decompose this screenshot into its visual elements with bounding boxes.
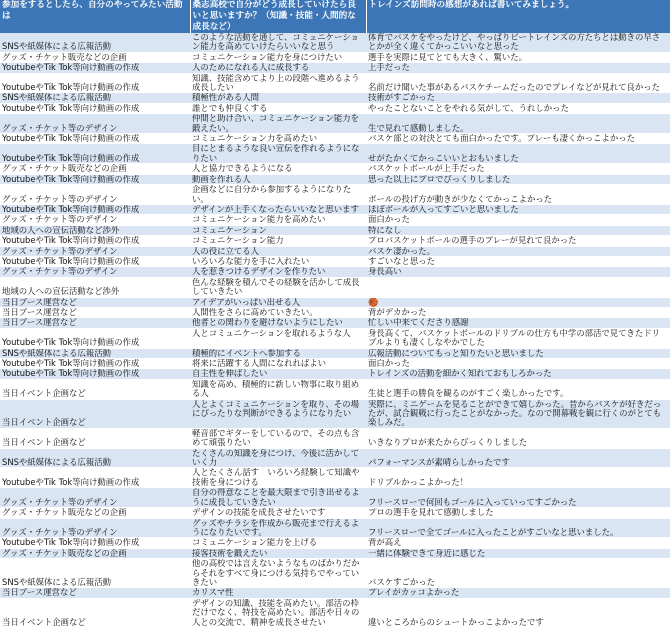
cell-growth: 接客技術を鍛えたい [190,548,366,558]
cell-activity: グッズ・チケット販売などの企画 [0,548,190,558]
cell-activity: YoutubeやTik Tok等向け動画の作成 [0,236,190,246]
cell-activity: YoutubeやTik Tok等向け動画の作成 [0,359,190,369]
cell-impression: トレインズの活動を細かく知れておもしろかった [366,369,670,379]
cell-activity: 当日イベント企画など [0,399,190,428]
cell-growth: 人のためになれる人に成長する [190,63,366,73]
cell-growth: 積極的にイベントへ参加する [190,348,366,358]
cell-growth: アイデアがいっぱい出せる人 [190,297,366,307]
table-row [0,307,670,317]
header-growth: 桑志高校で自分がどう成長していけたら良いと思いますか？（知識・技能・人間的な成長など） [190,0,366,33]
cell-growth: 人とコミュニケーションを取れるような人 [190,328,366,348]
cell-impression: 体育でバスケをやったけど、やっぱりビートレインズの方たちとは動きの早さとかが全く違くてかっこいいなと思った [366,33,670,52]
cell-activity: YoutubeやTik Tok等向け動画の作成 [0,468,190,488]
table-row [0,318,670,328]
header-impression: トレインズ訪問時の感想があれば書いてみましょう。 [366,0,670,33]
cell-activity: グッズ・チケット販売などの企画 [0,52,190,62]
table-row [0,236,670,246]
cell-growth: デザインが上手くなったらいいなと思います [190,204,366,214]
table-row [0,328,670,348]
table-row [0,204,670,214]
cell-activity: グッズ・チケット等のデザイン [0,114,190,134]
cell-impression: プレイがカッコよかった [366,588,670,598]
table-row [0,185,670,205]
cell-activity: グッズ・チケット等のデザイン [0,215,190,225]
cell-activity: 当日イベント企画など [0,428,190,448]
table-row [0,448,670,468]
cell-impression: フリースローで何回もゴールに入っていってすごかった [366,488,670,508]
cell-growth: 色んな経験を積んでその経験を活かして成長していきたい [190,277,366,297]
cell-growth: たくさんの知識を身につけ、今後に活かしていく力 [190,448,366,468]
table-row [0,93,670,103]
table-row [0,488,670,508]
cell-impression: ボールの投げ方が動きが少なくてかっこよかった [366,185,670,205]
cell-impression: 技術がすごかった [366,93,670,103]
cell-growth: デザインの知識、技能を高めたい。部活の枠だけでなく、特技を高めたい。部活や日々の人との交流で、精神を成長させたい [190,598,366,627]
table-row [0,369,670,379]
cell-activity: 地域の人への宣伝活動など渉外 [0,225,190,235]
cell-growth: 他者との関わりを避けないようにしたい [190,318,366,328]
cell-growth: 知識、技能含めてより上の段階へ進めるよう成長したい [190,73,366,93]
cell-growth: 知識を高め、積極的に新しい物事に取り組める人 [190,379,366,399]
cell-impression: やったことないことをやれる気がして、うれしかった [366,103,670,113]
cell-impression: ほぼボールが入ってすごいと思いました [366,204,670,214]
table-row [0,348,670,358]
cell-impression: 選手を実際に見てとても大きく、驚いた。 [366,52,670,62]
cell-impression: バスケットボールが上手だった [366,164,670,174]
cell-activity: YoutubeやTik Tok等向け動画の作成 [0,538,190,548]
cell-growth: 人の役に立てる人 [190,246,366,256]
table-row [0,428,670,448]
cell-growth: 人を惹きつけるデザインを作りたい [190,267,366,277]
cell-growth: コミュニケーション能力を上げる [190,538,366,548]
cell-impression: 🏀 [366,297,670,307]
cell-activity: グッズ・チケット等のデザイン [0,518,190,538]
cell-impression: フリースローで全てゴールに入ったことがすごいなと思いました。 [366,518,670,538]
cell-impression: 背が高え [366,538,670,548]
table-row [0,144,670,164]
cell-activity: SNSや紙媒体による広報活動 [0,93,190,103]
cell-activity: グッズ・チケット等のデザイン [0,246,190,256]
cell-activity: SNSや紙媒体による広報活動 [0,559,190,588]
table-row [0,297,670,307]
cell-impression: プロの選手を見れて感動しました [366,508,670,518]
cell-growth: コミュニケーション能力 [190,236,366,246]
cell-growth: いろいろな能力を手に入れたい [190,256,366,266]
cell-impression: 生徒と選手の勝負を観るのがすごく楽しかったです。 [366,379,670,399]
cell-impression: バスケ部との対決とても面白かったです。プレーも凄くかっこよかった [366,134,670,144]
cell-growth: 目にとまるような良い宣伝を作れるようになりたい [190,144,366,164]
cell-activity: グッズ・チケット販売などの企画 [0,164,190,174]
cell-activity: グッズ・チケット販売などの企画 [0,508,190,518]
cell-growth: 企画などに自分から参加するようになりたい。 [190,185,366,205]
cell-impression: 実際に、ミニゲームを見ることができて嬉しかった。昔からバスケが好きだったが、試合観戦に行ったことがなかった。なので開幕戦を観に行くのがとても楽しみだ。 [366,399,670,428]
table-row [0,588,670,598]
cell-activity: 当日イベント企画など [0,379,190,399]
cell-impression: バスケすごかった [366,559,670,588]
cell-activity: YoutubeやTik Tok等向け動画の作成 [0,328,190,348]
cell-growth: カリスマ性 [190,588,366,598]
cell-activity: YoutubeやTik Tok等向け動画の作成 [0,73,190,93]
cell-activity: YoutubeやTik Tok等向け動画の作成 [0,144,190,164]
cell-growth: 人と協力できるようになる [190,164,366,174]
cell-impression: 上手だった [366,63,670,73]
cell-impression: 生で見れて感動しました。 [366,114,670,134]
cell-growth: コミュニケーション力を高めたい [190,134,366,144]
cell-growth: 軽音部でギターをしているので、その点も含めて頑張りたい [190,428,366,448]
cell-impression: プロバスケットボールの選手のプレーが見れて良かった [366,236,670,246]
cell-growth: 将来に活躍する人間になれればよい [190,359,366,369]
cell-impression: 違いところからのシュートかっこよかったです [366,598,670,627]
cell-impression: 広報活動についてもっと知りたいと思いました [366,348,670,358]
cell-impression: 面白かった [366,359,670,369]
cell-activity: YoutubeやTik Tok等向け動画の作成 [0,369,190,379]
cell-growth: 誰とでも仲良くする [190,103,366,113]
table-row [0,225,670,235]
header-row [0,0,670,33]
cell-impression: 背がデカかった [366,307,670,317]
table-row [0,215,670,225]
table-row [0,508,670,518]
cell-activity: YoutubeやTik Tok等向け動画の作成 [0,174,190,184]
cell-growth: 仲間と助け合い、コミュニケーション能力を鍛えたい。 [190,114,366,134]
table-row [0,359,670,369]
cell-activity: YoutubeやTik Tok等向け動画の作成 [0,103,190,113]
cell-impression: 一緒に体験できて身近に感じた [366,548,670,558]
cell-growth: 積極性がある人間 [190,93,366,103]
cell-impression: いきなりプロが来たからびっくりしました [366,428,670,448]
cell-impression: パフォーマンスが素晴らしかったです [366,448,670,468]
table-row [0,164,670,174]
cell-activity: 当日ブース運営など [0,307,190,317]
cell-growth: コミュニケーション能力を高めたい [190,215,366,225]
cell-impression: バスケ凄かった。 [366,246,670,256]
table-row [0,246,670,256]
cell-activity: 地域の人への宣伝活動など渉外 [0,277,190,297]
table-row [0,468,670,488]
cell-growth: コミュニケーション能力を身につけたい [190,52,366,62]
cell-activity: YoutubeやTik Tok等向け動画の作成 [0,256,190,266]
table-row [0,559,670,588]
cell-activity: グッズ・チケット等のデザイン [0,267,190,277]
table-row [0,399,670,428]
table-row [0,174,670,184]
cell-growth: グッズやチラシを作成から販売まで行えるようになりたいです。 [190,518,366,538]
cell-impression: 身長高い [366,267,670,277]
cell-impression: 面白かった [366,215,670,225]
cell-growth: 動画を作れる人 [190,174,366,184]
cell-impression: 身長高くて、バスケットボールのドリブルの仕方も中学の部活で見てきたドリブルよりも凄くしなやかでした [366,328,670,348]
cell-growth: 自主性を伸ばしたい [190,369,366,379]
table-row [0,52,670,62]
table-row [0,538,670,548]
table-row [0,518,670,538]
cell-impression: ドリブルかっこよかった！ [366,468,670,488]
cell-growth: 自分の得意なことを最大限まで引き出せるように成長していきたい [190,488,366,508]
cell-activity: 当日ブース運営など [0,318,190,328]
table-row [0,256,670,266]
cell-activity: グッズ・チケット等のデザイン [0,185,190,205]
cell-growth: このような活動を通して、コミュニケーション能力を高めていけたらいいなと思う [190,33,366,52]
cell-activity: 当日イベント企画など [0,598,190,627]
table-row [0,548,670,558]
cell-impression: 忙しい中来てくださり感謝 [366,318,670,328]
cell-growth: コミュニケーション [190,225,366,235]
table-row [0,267,670,277]
cell-activity: YoutubeやTik Tok等向け動画の作成 [0,63,190,73]
cell-impression: 特になし [366,225,670,235]
table-row [0,379,670,399]
cell-activity: YoutubeやTik Tok等向け動画の作成 [0,134,190,144]
table-row [0,73,670,93]
cell-growth: 人とたくさん話す いろいろ経験して知識や技術を身につける [190,468,366,488]
cell-activity: グッズ・チケット等のデザイン [0,488,190,508]
cell-impression: 名前だけ聞いた事があるバスケチームだったのでプレイなどが見れて良かった [366,73,670,93]
cell-growth: デザインの技能を成長させたいです [190,508,366,518]
cell-impression: せがたかくてかっこいいとおもいました [366,144,670,164]
cell-impression: 思った以上にプロでびっくりしました [366,174,670,184]
table-row [0,63,670,73]
cell-activity: YoutubeやTik Tok等向け動画の作成 [0,204,190,214]
cell-activity: SNSや紙媒体による広報活動 [0,33,190,52]
cell-activity: SNSや紙媒体による広報活動 [0,348,190,358]
table-body [0,33,670,627]
table-row [0,114,670,134]
cell-impression [366,277,670,297]
table-row [0,277,670,297]
cell-impression: すごいなと思った [366,256,670,266]
cell-activity: 当日ブース運営など [0,297,190,307]
table-row [0,134,670,144]
cell-growth: 人間性をさらに高めていきたい。 [190,307,366,317]
cell-activity: 当日ブース運営など [0,588,190,598]
table-row [0,33,670,52]
cell-activity: SNSや紙媒体による広報活動 [0,448,190,468]
cell-growth: 人とよくコミュニケーションを取り、その場にぴったりな判断ができるようになりたい [190,399,366,428]
header-activity: 参加をするとしたら、自分のやってみたい活動は [0,0,190,33]
cell-growth: 他の高校では言えないようなものばかりだからそれをすべて身につける気持ちでやっていきたい [190,559,366,588]
table-row [0,103,670,113]
